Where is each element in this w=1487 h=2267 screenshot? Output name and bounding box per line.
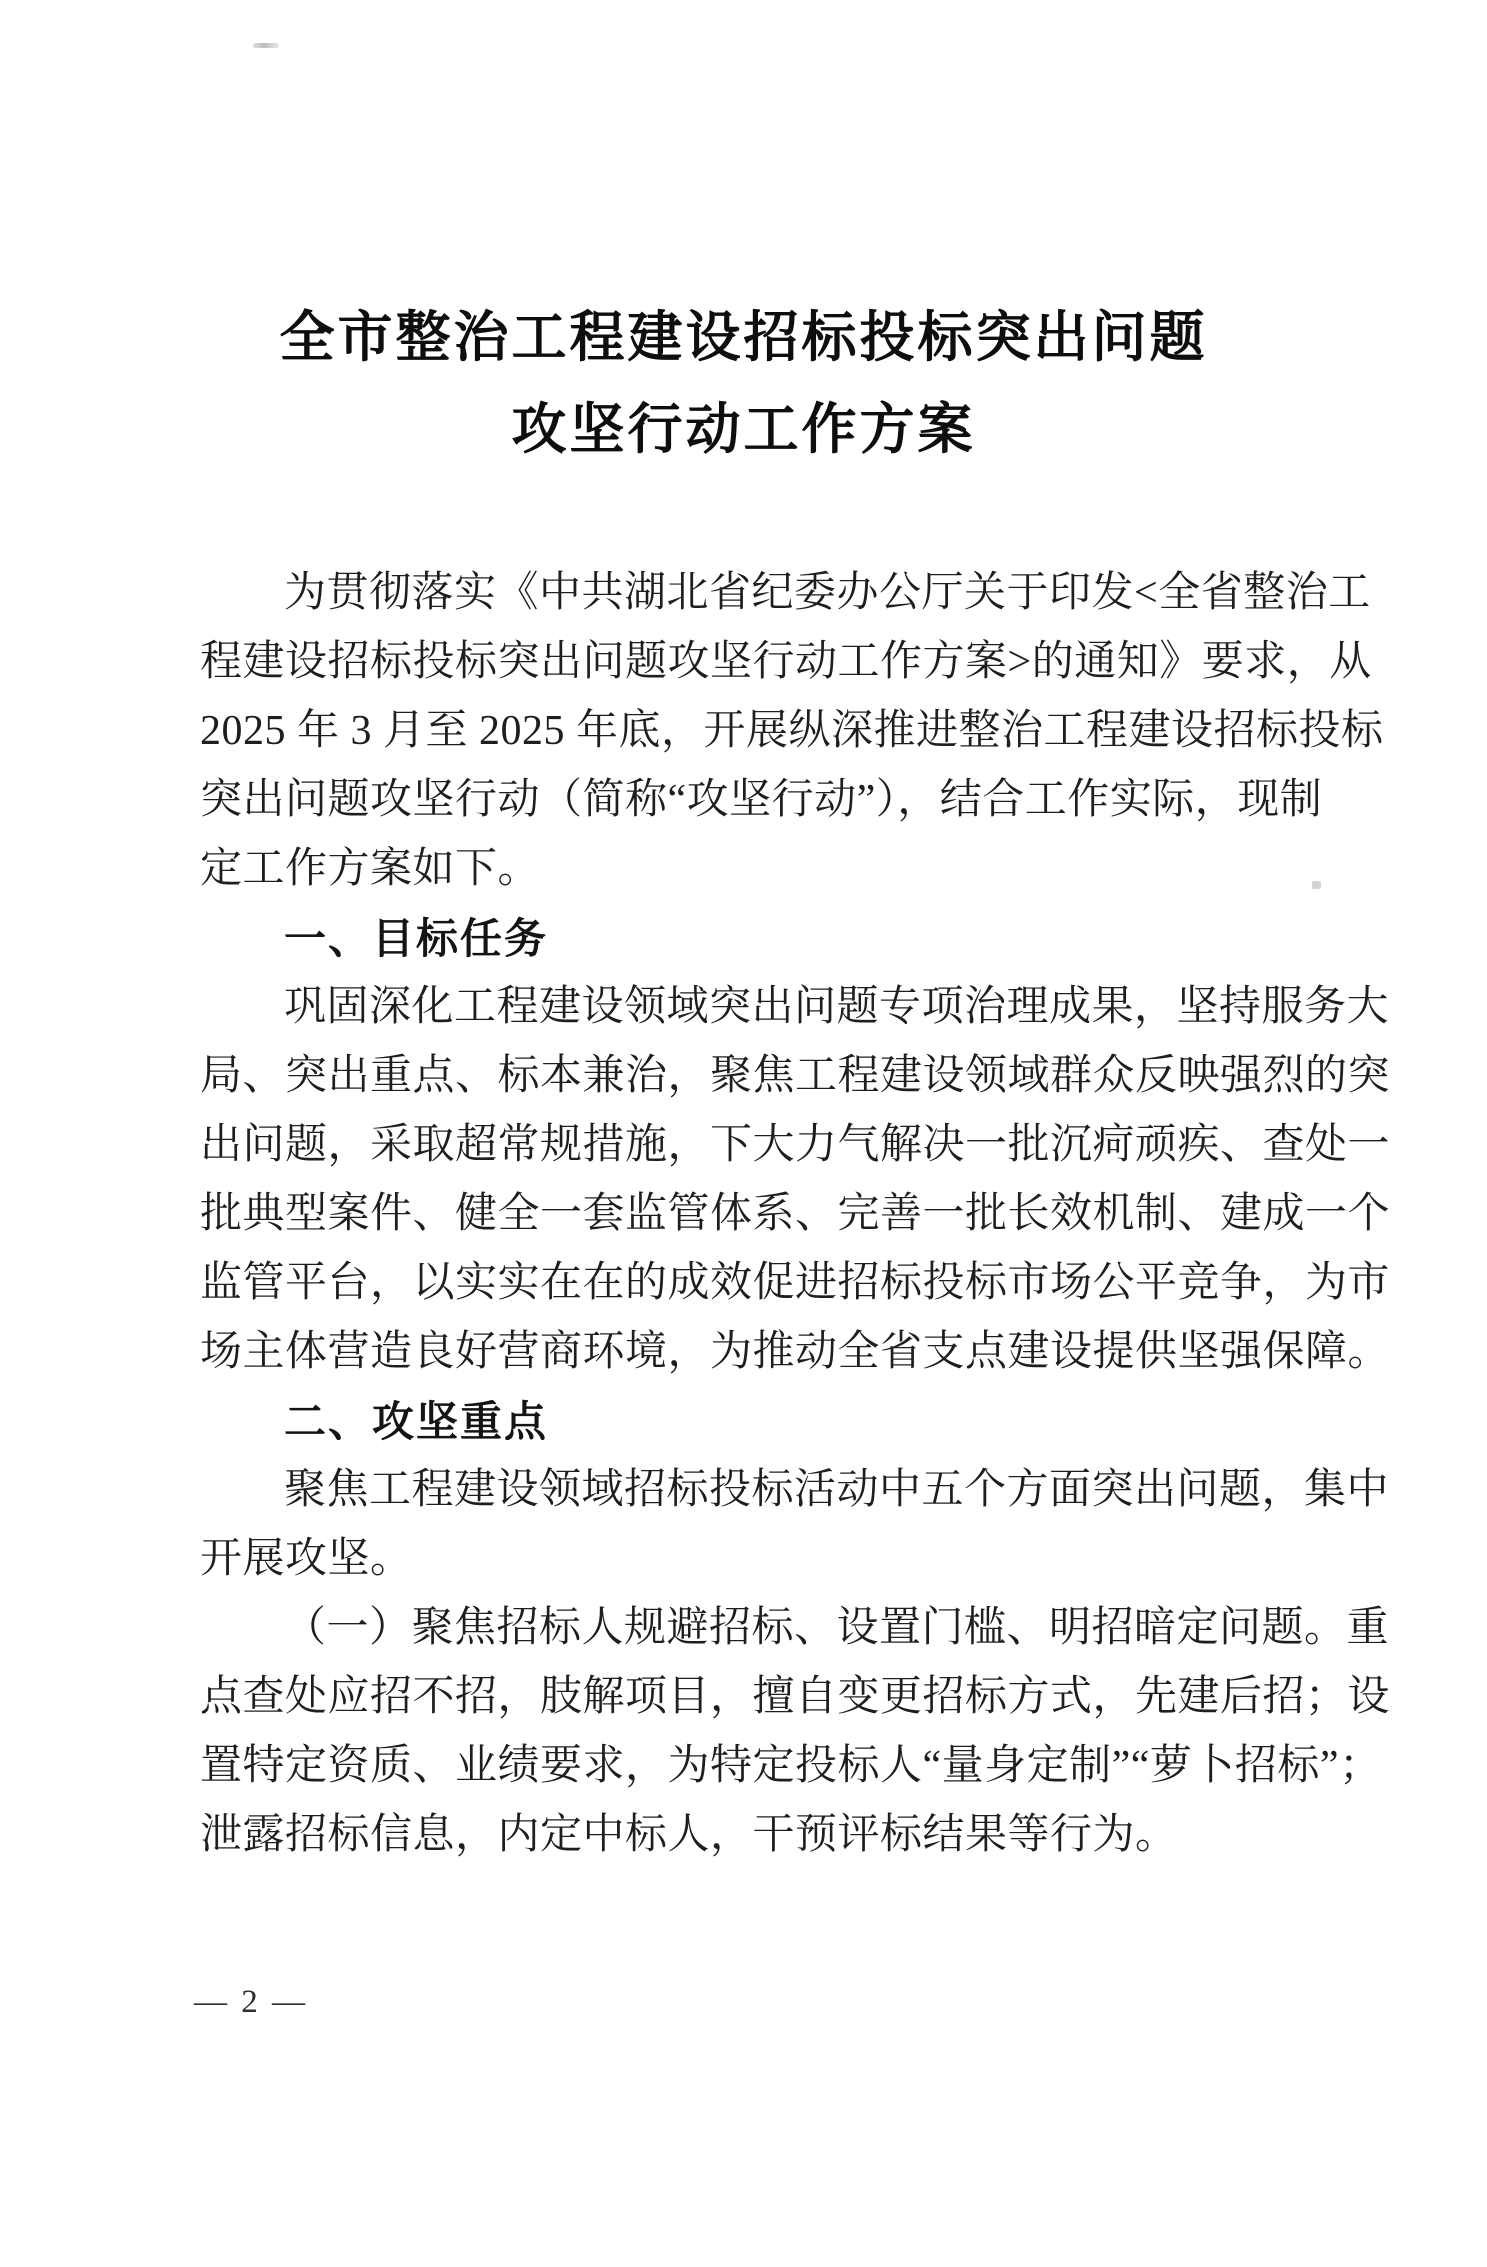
body-line: 2025 年 3 月至 2025 年底，开展纵深推进整治工程建设招标投标 — [200, 708, 1384, 754]
body-line: 场主体营造良好营商环境，为推动全省支点建设提供坚强保障。 — [200, 1329, 1391, 1375]
body-line: 局、突出重点、标本兼治，聚焦工程建设领域群众反映强烈的突 — [200, 1053, 1391, 1099]
body-line: 为贯彻落实《中共湖北省纪委办公厅关于印发<全省整治工 — [284, 570, 1371, 616]
body-line: 泄露招标信息，内定中标人，干预评标结果等行为。 — [200, 1812, 1178, 1858]
section-heading-1: 一、目标任务 — [284, 915, 549, 962]
body-line: 巩固深化工程建设领域突出问题专项治理成果，坚持服务大 — [284, 984, 1390, 1030]
scan-artifact-dot — [1312, 881, 1321, 889]
scan-artifact-dash — [253, 43, 279, 48]
document-title-line-2: 攻坚行动工作方案 — [511, 399, 976, 460]
body-line: （一）聚焦招标人规避招标、设置门槛、明招暗定问题。重 — [284, 1605, 1390, 1651]
body-line: 聚焦工程建设领域招标投标活动中五个方面突出问题，集中 — [284, 1467, 1390, 1513]
page-number: — 2 — — [194, 1984, 308, 2020]
body-line: 点查处应招不招，肢解项目，擅自变更招标方式，先建后招；设 — [200, 1674, 1391, 1720]
section-heading-2: 二、攻坚重点 — [284, 1398, 549, 1445]
body-line: 置特定资质、业绩要求，为特定投标人“量身定制”“萝卜招标”； — [200, 1743, 1382, 1789]
body-line: 批典型案件、健全一套监管体系、完善一批长效机制、建成一个 — [200, 1191, 1391, 1237]
body-line: 定工作方案如下。 — [200, 846, 541, 892]
document-title-line-1: 全市整治工程建设招标投标突出问题 — [279, 307, 1208, 368]
body-line: 程建设招标投标突出问题攻坚行动工作方案>的通知》要求，从 — [200, 639, 1372, 685]
document-body — [200, 559, 1391, 1870]
body-line: 监管平台，以实实在在的成效促进招标投标市场公平竞争，为市 — [200, 1260, 1391, 1306]
body-line: 出问题，采取超常规措施，下大力气解决一批沉疴顽疾、查处一 — [200, 1122, 1391, 1168]
document-title — [0, 292, 1487, 476]
body-line: 开展攻坚。 — [200, 1536, 413, 1582]
body-line: 突出问题攻坚行动（简称“攻坚行动”），结合工作实际，现制 — [200, 777, 1323, 823]
